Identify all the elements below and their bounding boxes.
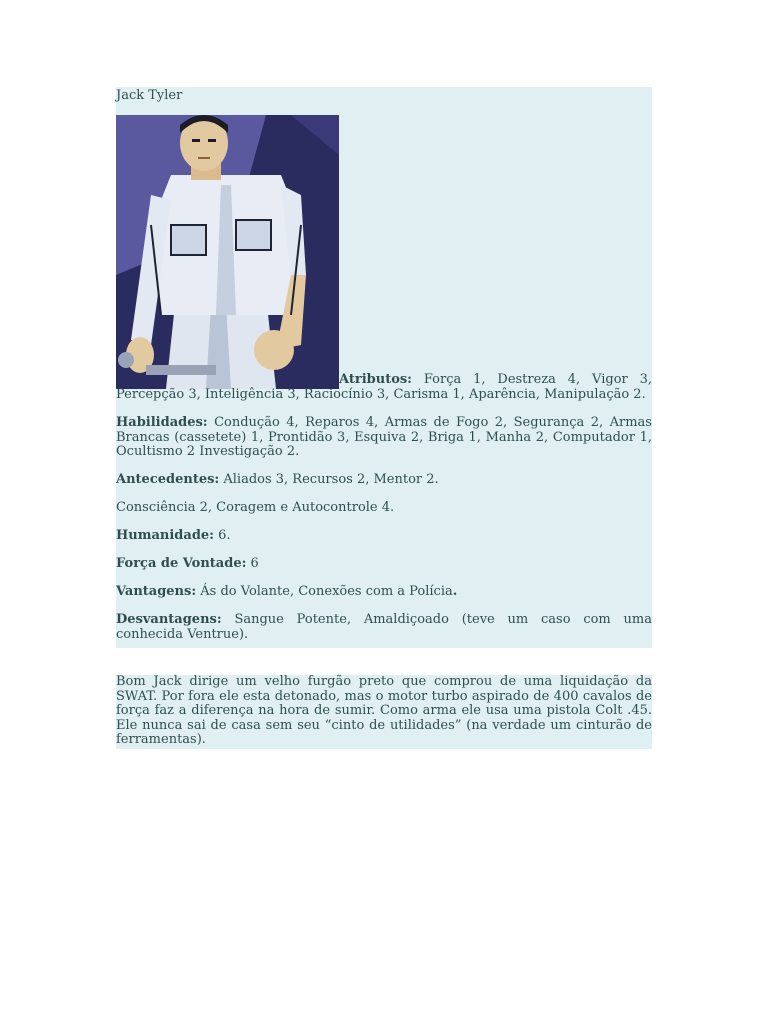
flaws-label: Desvantagens:	[116, 612, 222, 627]
willpower-paragraph	[116, 557, 652, 572]
virtues-paragraph	[116, 501, 652, 516]
flaws-paragraph	[116, 613, 652, 648]
portrait-and-attributes	[116, 115, 652, 402]
willpower-text: 6	[250, 556, 259, 571]
attributes-text: Força 1, Destreza 4, Vigor 3, Percepção 3, Inteligência 3, Raciocínio 3, Carisma 1, Aparência, Manipulação 2.	[116, 372, 652, 402]
character-name: Jack Tyler	[116, 88, 183, 103]
merits-label: Vantagens:	[116, 584, 197, 599]
willpower-label: Força de Vontade:	[116, 556, 247, 571]
backgrounds-paragraph	[116, 473, 652, 488]
backgrounds-label: Antecedentes:	[116, 472, 220, 487]
section-gap	[116, 648, 652, 675]
merits-paragraph	[116, 585, 652, 600]
attributes-label: Atributos:	[339, 372, 412, 387]
character-sheet-block	[116, 87, 652, 648]
humanity-label: Humanidade:	[116, 528, 214, 543]
abilities-label: Habilidades:	[116, 415, 208, 430]
humanity-text: 6.	[218, 528, 231, 543]
merits-end: .	[452, 584, 458, 599]
document-page	[116, 87, 652, 749]
merits-text: Ás do Volante, Conexões com a Polícia	[200, 584, 453, 599]
abilities-paragraph	[116, 416, 652, 460]
flaws-text: Sangue Potente, Amaldiçoado (teve um caso com uma conhecida Ventrue).	[116, 612, 652, 642]
description-block	[116, 675, 652, 749]
humanity-paragraph	[116, 529, 652, 544]
virtues-text: Consciência 2, Coragem e Autocontrole 4.	[116, 500, 395, 515]
abilities-text: Condução 4, Reparos 4, Armas de Fogo 2, Segurança 2, Armas Brancas (cassetete) 1, Prontidão 3, Esquiva 2, Briga 1, Manha 2, Computador 1, Ocultismo 2 Investigação 2.	[116, 415, 652, 459]
backgrounds-text: Aliados 3, Recursos 2, Mentor 2.	[223, 472, 439, 487]
character-portrait-image	[116, 115, 339, 389]
description-text: Bom Jack dirige um velho furgão preto que comprou de uma liquidação da SWAT. Por fora ele esta detonado, mas o motor turbo aspirado de 400 cavalos de força faz a diferença na hora de sumir. Como arma ele usa uma pistola Colt .45. Ele nunca sai de casa sem seu “cinto de utilidades” (na verdade um cinturão de ferramentas).	[116, 674, 652, 747]
